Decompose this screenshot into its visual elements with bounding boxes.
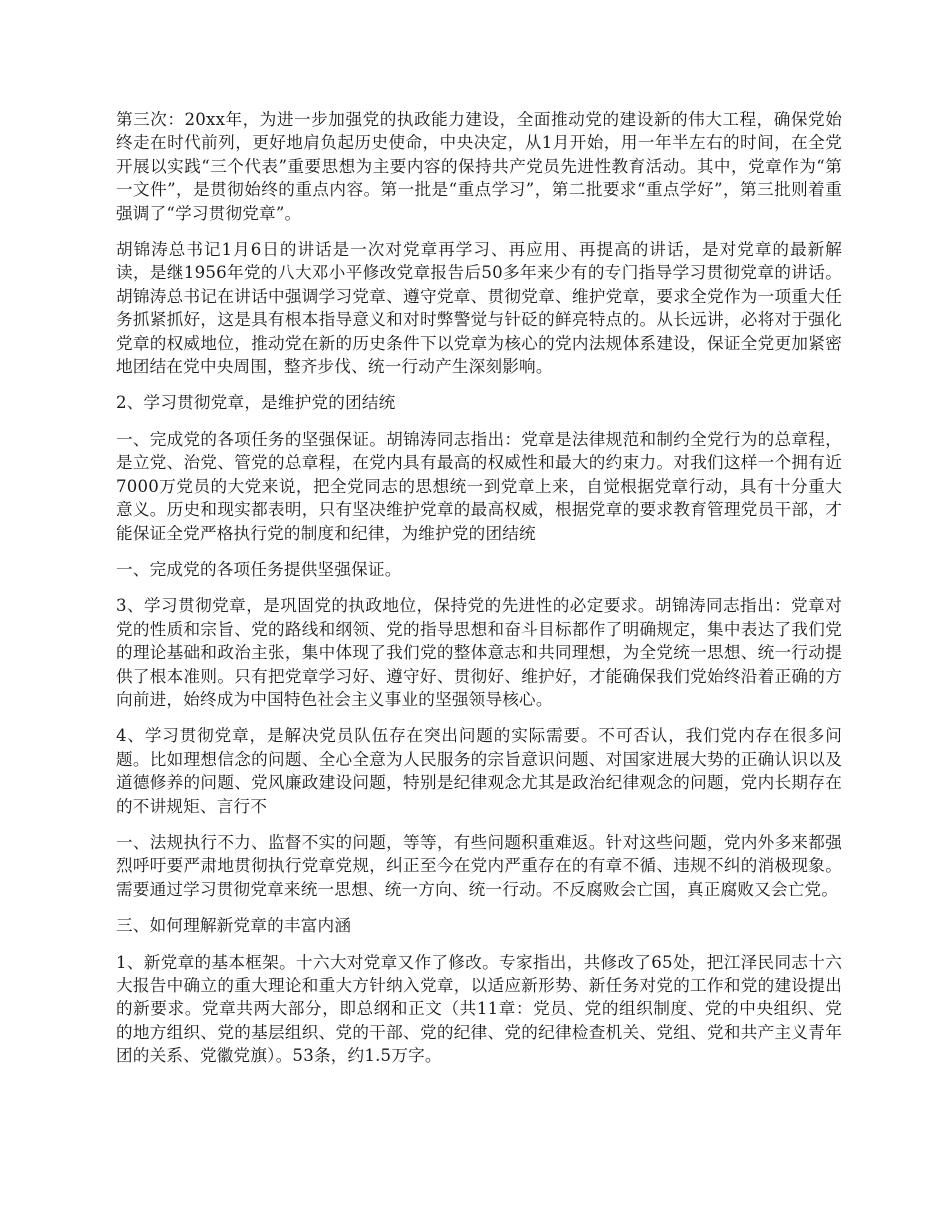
- paragraph-heading-unity: 2、学习贯彻党章，是维护党的团结统: [116, 393, 396, 413]
- paragraph-heading-connotation: 三、如何理解新党章的丰富内涵: [116, 916, 352, 936]
- paragraph-enforcement: 一、法规执行不力、监督不实的问题，等等，有些问题积重难返。针对这些问题，党内外多来都强烈呼吁要严肃地贯彻执行党章党规，纠正至今在党内严重存在的有章不循、违规不纠的消极现象。需要通过学习贯彻党章来统一思想、统一方向、统一行动。不反腐败会亡国，真正腐败又会亡党。: [116, 832, 842, 899]
- document-page: [116, 108, 842, 1081]
- paragraph-third-campaign: 第三次：20xx年，为进一步加强党的执政能力建设，全面推动党的建设新的伟大工程，确保党始终走在时代前列，更好地肩负起历史使命，中央决定，从1月开始，用一年半左右的时间，在全党开展以实践“三个代表”重要思想为主要内容的保持共产党员先进性教育活动。其中，党章作为“第一文件”，是贯彻始终的重点内容。第一批是“重点学习”，第二批要求“重点学好”，第三批则着重强调了“学习贯彻党章”。: [116, 110, 842, 223]
- paragraph-complete-tasks: 一、完成党的各项任务提供坚强保证。: [116, 559, 402, 579]
- paragraph-framework: 1、新党章的基本框架。十六大对党章又作了修改。专家指出，共修改了65处，把江泽民同志十六大报告中确立的重大理论和重大方针纳入党章，以适应新形势、新任务对党的工作和党的建设提出的新要求。党章共两大部分，即总纲和正文（共11章：党员、党的组织制度、党的中央组织、党的地方组织、党的基层组织、党的干部、党的纪律、党的纪律检查机关、党组、党和共产主义青年团的关系、党徽党旗）。53条，约1.5万字。: [116, 952, 842, 1066]
- paragraph-guarantee: 一、完成党的各项任务的坚强保证。胡锦涛同志指出：党章是法律规范和制约全党行为的总章程，是立党、治党、管党的总章程，在党内具有最高的权威性和最大的约束力。对我们这样一个拥有近7000万党员的大党来说，把全党同志的思想统一到党章上来，自觉根据党章行动，具有十分重大意义。历史和现实都表明，只有坚决维护党章的最高权威，根据党章的要求教育管理党员干部，才能保证全党严格执行党的制度和纪律，为维护党的团结统: [116, 429, 842, 543]
- paragraph-ruling-position: 3、学习贯彻党章，是巩固党的执政地位，保持党的先进性的必定要求。胡锦涛同志指出：党章对党的性质和宗旨、党的路线和纲领、党的指导思想和奋斗目标都作了明确规定，集中表达了我们党的理论基础和政治主张，集中体现了我们党的整体意志和共同理想，为全党统一思想、统一行动提供了根本准则。只有把党章学习好、遵守好、贯彻好、维护好，才能确保我们党始终沿着正确的方向前进，始终成为中国特色社会主义事业的坚强领导核心。: [116, 596, 842, 709]
- paragraph-hu-speech: 胡锦涛总书记1月6日的讲话是一次对党章再学习、再应用、再提高的讲话，是对党章的最新解读，是继1956年党的八大邓小平修改党章报告后50多年来少有的专门指导学习贯彻党章的讲话。胡锦涛总书记在讲话中强调学习党章、遵守党章、贯彻党章、维护党章，要求全党作为一项重大任务抓紧抓好，这是具有根本指导意义和对时弊警觉与针砭的鲜亮特点的。从长远讲，必将对于强化党章的权威地位，推动党在新的历史条件下以党章为核心的党内法规体系建设，保证全党更加紧密地团结在党中央周围，整齐步伐、统一行动产生深刻影响。: [116, 240, 842, 377]
- paragraph-member-problems: 4、学习贯彻党章，是解决党员队伍存在突出问题的实际需要。不可否认，我们党内存在很多问题。比如理想信念的问题、全心全意为人民服务的宗旨意识问题、对国家进展大势的正确认识以及道德修养的问题、党风廉政建设问题，特别是纪律观念尤其是政治纪律观念的问题，党内长期存在的不讲规矩、言行不: [116, 726, 842, 816]
